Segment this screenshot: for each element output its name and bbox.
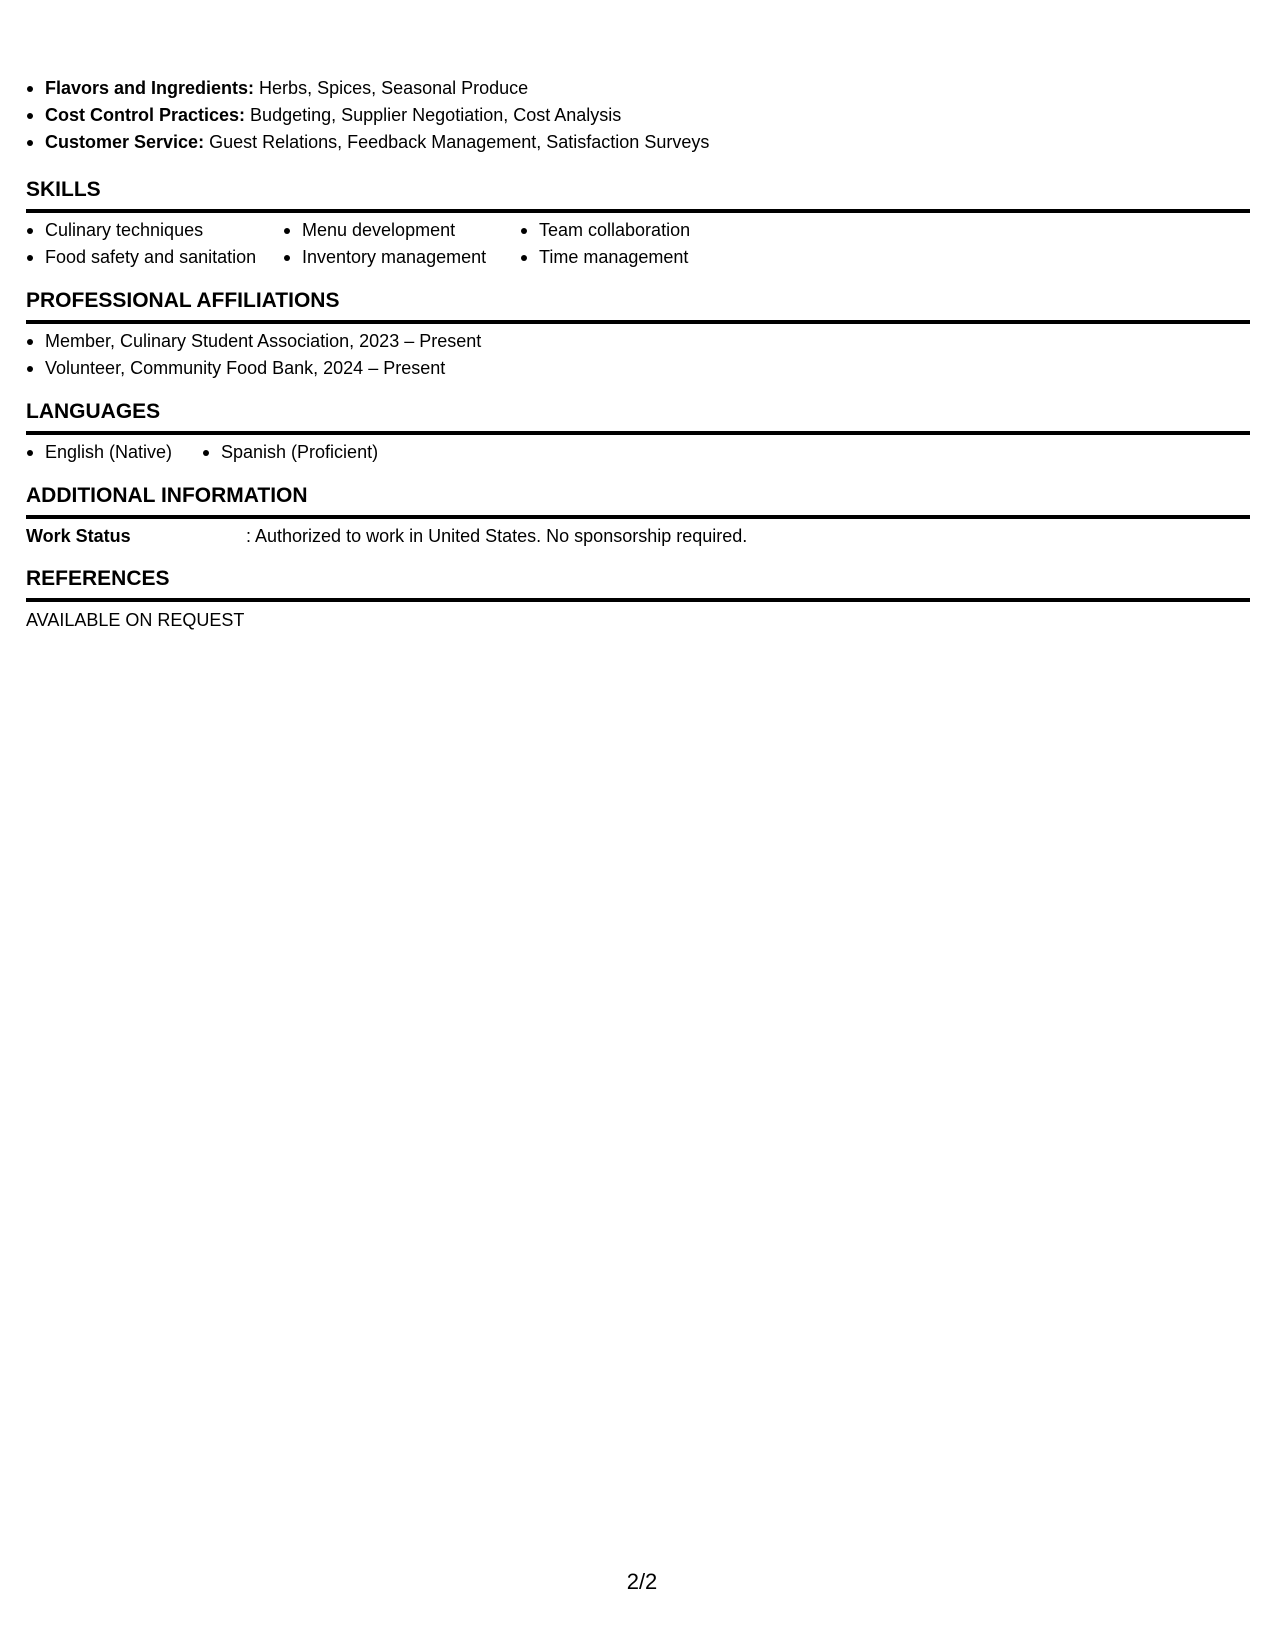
list-item: Culinary techniques (26, 217, 283, 244)
references-text: AVAILABLE ON REQUEST (26, 610, 245, 630)
specialty-text: Budgeting, Supplier Negotiation, Cost Analysis (245, 105, 622, 125)
list-item: Member, Culinary Student Association, 2023 – Present (26, 328, 481, 355)
affiliations-heading: PROFESSIONAL AFFILIATIONS (26, 288, 1250, 324)
work-status-row (26, 523, 747, 550)
references-heading: REFERENCES (26, 566, 1250, 602)
list-item: Spanish (Proficient) (202, 439, 422, 466)
list-item: Menu development (283, 217, 520, 244)
languages-row (26, 439, 422, 466)
list-item: Food safety and sanitation (26, 244, 283, 271)
list-item: Time management (520, 244, 760, 271)
work-status-value: : Authorized to work in United States. No sponsorship required. (246, 526, 748, 546)
list-item: Volunteer, Community Food Bank, 2024 – Present (26, 355, 481, 382)
specialty-text: Guest Relations, Feedback Management, Satisfaction Surveys (204, 132, 710, 152)
list-item: Team collaboration (520, 217, 760, 244)
specialty-text: Herbs, Spices, Seasonal Produce (254, 78, 529, 98)
skills-grid (26, 217, 760, 271)
additional-info-heading: ADDITIONAL INFORMATION (26, 483, 1250, 519)
skills-heading: SKILLS (26, 177, 1250, 213)
specialty-label: Cost Control Practices: (45, 105, 246, 125)
resume-page (26, 0, 1250, 1650)
list-item (26, 75, 709, 102)
work-status-label: Work Status (26, 526, 131, 546)
skills-column (283, 217, 520, 271)
languages-column (26, 439, 202, 466)
skills-column (520, 217, 760, 271)
specialty-label: Flavors and Ingredients: (45, 78, 255, 98)
specialty-label: Customer Service: (45, 132, 205, 152)
languages-heading: LANGUAGES (26, 399, 1250, 435)
list-item: English (Native) (26, 439, 202, 466)
list-item (26, 129, 709, 156)
skills-column (26, 217, 283, 271)
specialties-list (26, 75, 709, 156)
page-number: 2/2 (626, 1569, 658, 1594)
list-item (26, 102, 709, 129)
languages-column (202, 439, 422, 466)
list-item: Inventory management (283, 244, 520, 271)
affiliations-list (26, 328, 481, 382)
